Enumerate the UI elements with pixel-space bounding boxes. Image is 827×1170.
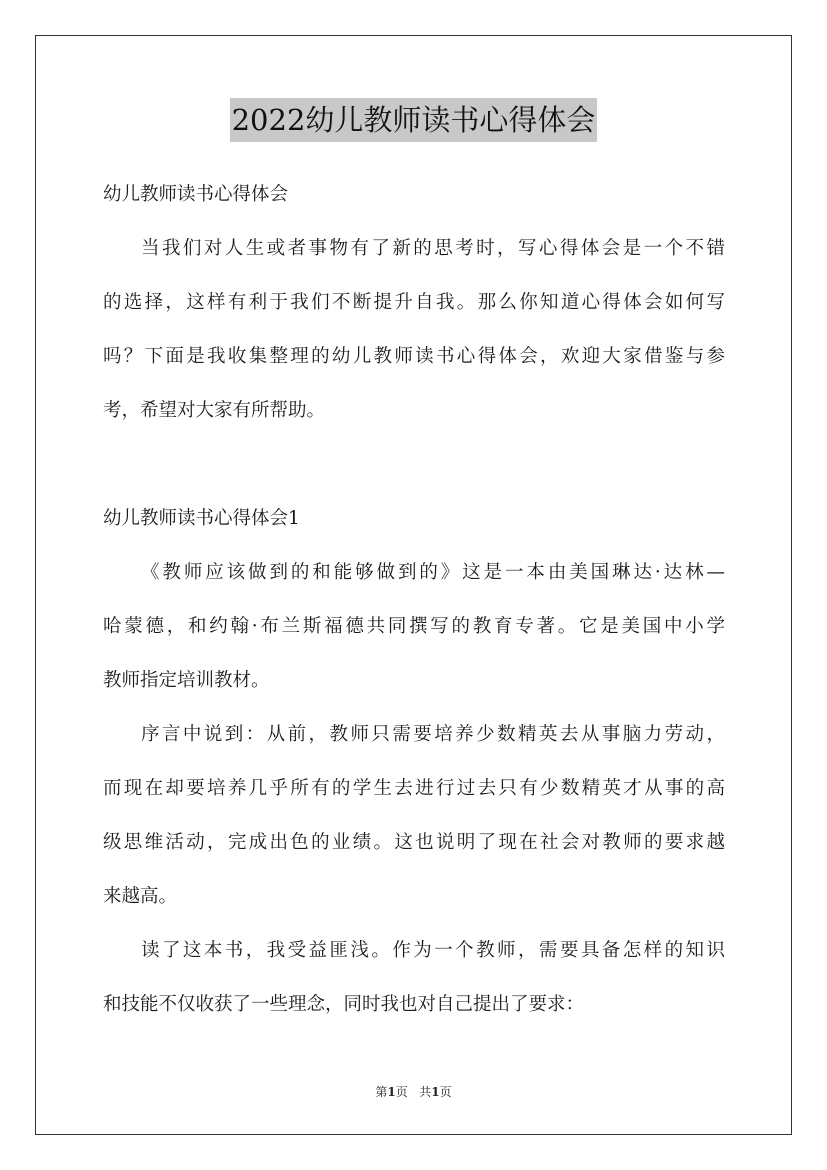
document-body [103,168,725,1032]
page-suffix: 页 [395,1085,408,1099]
paragraph-line: 《教师应该做到的和能够做到的》这是一本由美国琳达·达林— [141,562,725,583]
paragraph-line: 序言中说到：从前，教师只需要培养少数精英去从事脑力劳动， [141,724,725,745]
paragraph-line: 教师指定培训教材。 [103,670,270,691]
paragraph-line: 而现在却要培养几乎所有的学生去进行过去只有少数精英才从事的高 [103,778,725,799]
paragraph-line: 级思维活动，完成出色的业绩。这也说明了现在社会对教师的要求越 [103,832,725,853]
total-pages: 1 [431,1085,440,1099]
document-title: 2022幼儿教师读书心得体会 [230,98,598,142]
intro-line: 当我们对人生或者事物有了新的思考时，写心得体会是一个不错 [141,238,725,259]
paragraph-line: 和技能不仅收获了一些理念，同时我也对自己提出了要求： [103,994,585,1015]
intro-heading: 幼儿教师读书心得体会 [103,184,289,205]
intro-line: 的选择，这样有利于我们不断提升自我。那么你知道心得体会如何写 [103,292,725,313]
intro-line: 吗？下面是我收集整理的幼儿教师读书心得体会，欢迎大家借鉴与参 [103,346,725,367]
page-prefix: 第 [375,1085,388,1099]
section-spacer [103,438,725,492]
page-number: 1 [387,1085,396,1099]
intro-line: 考，希望对大家有所帮助。 [103,400,326,421]
page-footer [0,1084,827,1100]
title-container [0,98,827,142]
paragraph-line: 哈蒙德，和约翰·布兰斯福德共同撰写的教育专著。它是美国中小学 [103,616,725,637]
total-prefix: 共 [419,1085,432,1099]
paragraph-line: 读了这本书，我受益匪浅。作为一个教师，需要具备怎样的知识 [141,940,725,961]
paragraph-line: 来越高。 [103,886,178,907]
section-heading: 幼儿教师读书心得体会1 [103,508,300,529]
total-suffix: 页 [439,1085,452,1099]
